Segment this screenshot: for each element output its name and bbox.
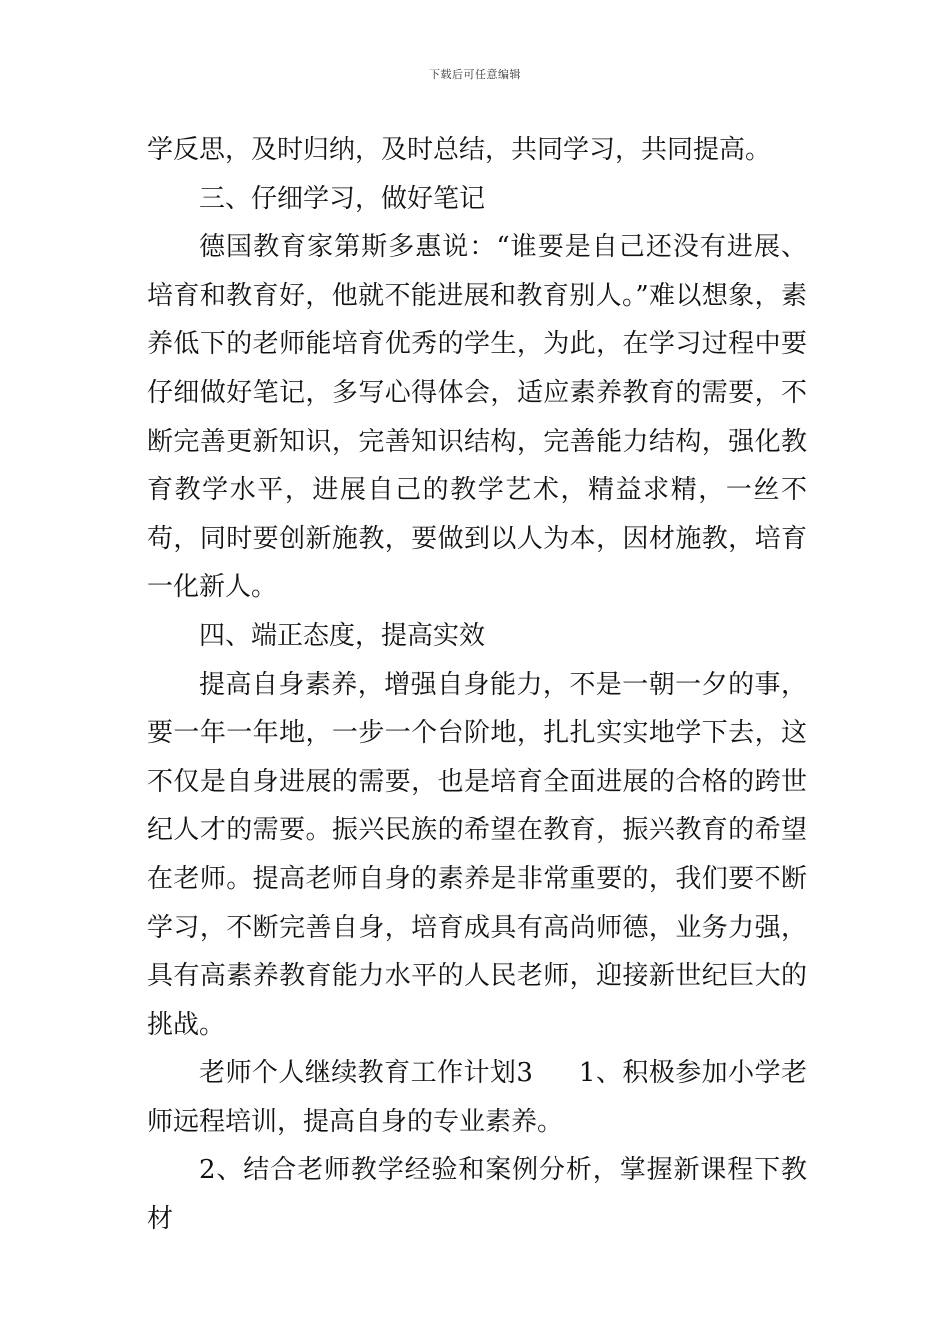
- plan-item-1: 1、积极参加小学老师远程培训，提高自身的专业素养。: [147, 1058, 807, 1137]
- paragraph-plan-3: [147, 1049, 807, 1146]
- section-heading-3: 三、仔细学习，做好笔记: [199, 183, 486, 214]
- header-note: 下载后可任意编辑: [429, 68, 521, 81]
- paragraph-continuation: 学反思，及时归纳，及时总结，共同学习，共同提高。: [147, 135, 772, 165]
- plan-item-2: 2、结合老师教学经验和案例分析，掌握新课程下教材: [147, 1155, 807, 1235]
- paragraph-attitude: 提高自身素养，增强自身能力，不是一朝一夕的事，要一年一年地，一步一个台阶地，扎扎实实地学下去，这不仅是自身进展的需要，也是培育全面进展的合格的跨世纪人才的需要。振兴民族的希望在教育，振兴教育的希望在老师。提高老师自身的素养是非常重要的，我们要不断学习，不断完善自身，培育成具有高尚师德，业务力强，具有高素养教育能力水平的人民老师，迎接新世纪巨大的挑战。: [147, 669, 807, 1040]
- document-body: [147, 126, 807, 1244]
- paragraph-notes: 德国教育家第斯多惠说：“谁要是自己还没有进展、培育和教育好，他就不能进展和教育别人。”难以想象，素养低下的老师能培育优秀的学生，为此，在学习过程中要仔细做好笔记，多写心得体会，适应素养教育的需要，不断完善更新知识，完善知识结构，完善能力结构，强化教育教学水平，进展自己的教学艺术，精益求精，一丝不苟，同时要创新施教，要做到以人为本，因材施教，培育一化新人。: [147, 232, 807, 603]
- section-heading-4: 四、端正态度，提高实效: [199, 620, 486, 651]
- plan-title: 老师个人继续教育工作计划3: [199, 1058, 533, 1089]
